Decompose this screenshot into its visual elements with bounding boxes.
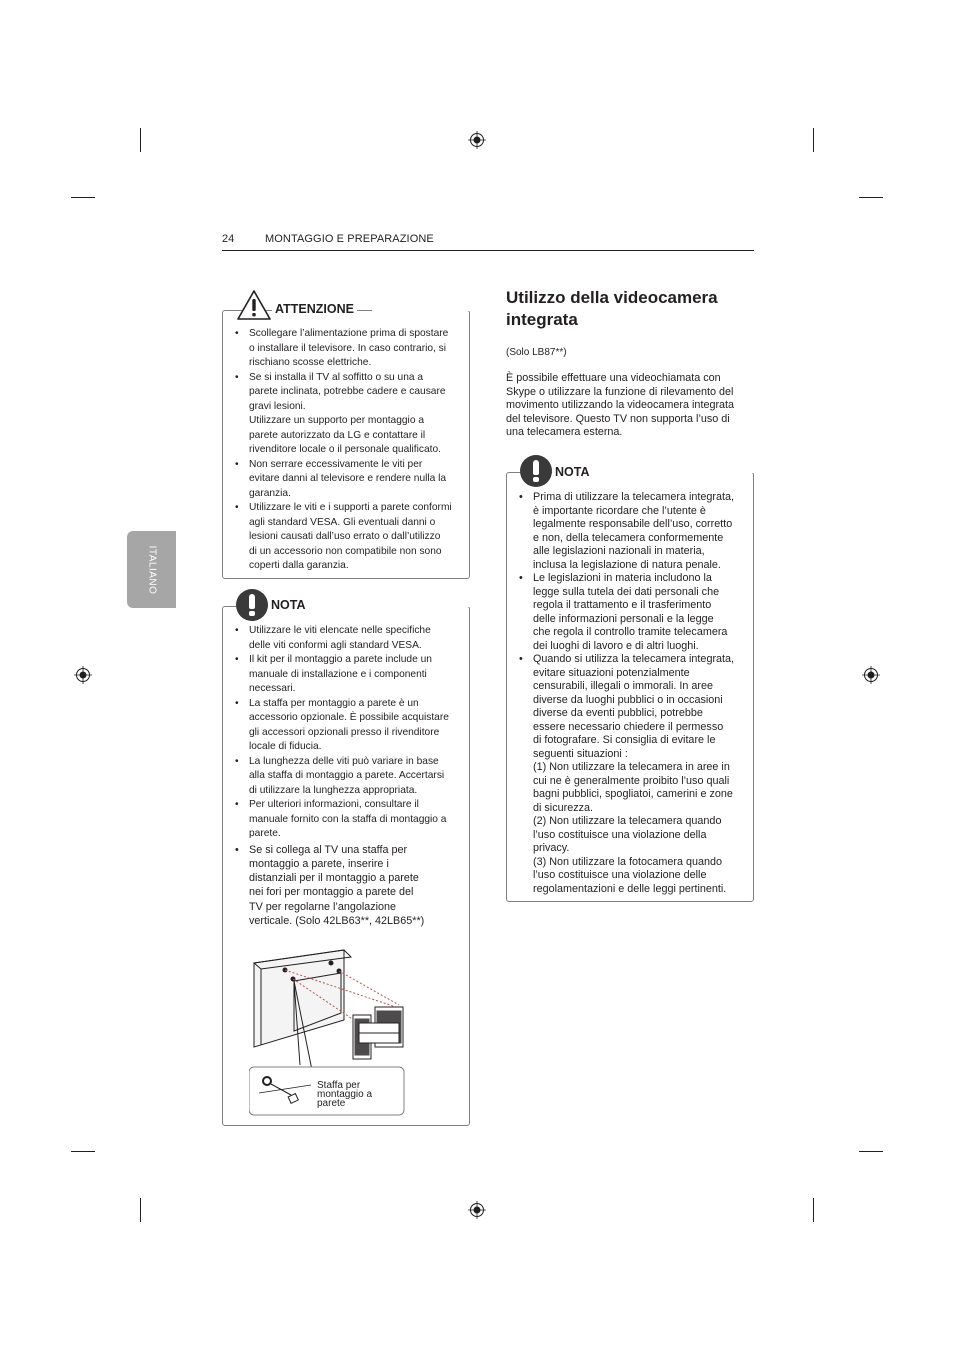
list-item: • Prima di utilizzare la telecamera integrata, è importante ricordare che l’utente è legalmente responsabile dell’uso, corretto e non, della telecamera conformemente alle legislazioni nazionali in materia, inclusa la legislazione di natura penale. [507, 491, 747, 572]
list-item: • Quando si utilizza la telecamera integrata, evitare situazioni potenzialmente censurabili, illegali o immorali. In aree diverse da luoghi pubblici o in occasioni diverse da eventi pubblici, potrebbe essere necessario chiedere il permesso di fotografare. Si consiglia di evitare le seguenti situazioni : (1) Non utilizzare la telecamera in aree in cui ne è generalmente proibito l’uso quali bagni pubblici, spogliatoi, camerini e zone di sicurezza. (2) Non utilizzare la telecamera quando l’uso costituisce una violazione della privacy. (3) Non utilizzare la fotocamera quando l’uso costituisce una violazione delle regolamentazioni e delle leggi pertinenti. [507, 653, 747, 896]
nota-left-list [223, 624, 463, 842]
crop-mark [140, 1198, 141, 1222]
crop-mark [859, 197, 883, 198]
language-tab [127, 531, 176, 608]
list-item: • Utilizzare le viti elencate nelle specifiche delle viti conformi agli standard VESA. [223, 624, 463, 653]
exclamation-circle-icon [236, 589, 268, 621]
crop-mark [813, 128, 814, 152]
attenzione-list [223, 327, 463, 574]
section-title: MONTAGGIO E PREPARAZIONE [265, 233, 434, 245]
exclamation-circle-icon [520, 455, 552, 487]
registration-mark-icon [74, 666, 92, 684]
crop-mark [71, 1151, 95, 1152]
crop-mark [859, 1151, 883, 1152]
section-heading: Utilizzo della videocamera integrata [506, 288, 718, 329]
list-item: • Se si collega al TV una staffa per montaggio a parete, inserire i distanziali per il montaggio a parete nei fori per montaggio a parete del TV per regolarne l’angolazione verticale. (Solo 42LB63**, 42LB65**) [223, 843, 463, 929]
attenzione-box [222, 310, 470, 579]
list-item: • Il kit per il montaggio a parete include un manuale di installazione e i componenti necessari. [223, 653, 463, 697]
list-item: • La staffa per montaggio a parete è un accessorio opzionale. È possibile acquistare gli accessori opzionali presso il rivenditore locale di fiducia. [223, 697, 463, 755]
warning-triangle-icon [236, 289, 272, 321]
figure-caption: Staffa per montaggio a parete [317, 1080, 373, 1109]
nota-left-list-large [223, 843, 463, 929]
page-number: 24 [222, 233, 235, 245]
attenzione-label: ATTENZIONE [272, 302, 357, 316]
nota-right-label: NOTA [552, 465, 593, 479]
list-item: • Utilizzare le viti e i supporti a parete conformi agli standard VESA. Gli eventuali danni o lesioni causati dall’uso errato o dall’utilizzo di un accessorio non compatibile non sono coperti dalla garanzia. [223, 501, 463, 574]
header-rule [222, 250, 754, 251]
crop-mark [140, 128, 141, 152]
language-tab-label: ITALIANO [146, 545, 157, 594]
intro-paragraph: È possibile effettuare una videochiamata con Skype o utilizzare la funzione di rilevamento del movimento utilizzando la videocamera integrata del televisore. Questo TV non supporta l’uso di una telecamera esterna. [506, 372, 735, 438]
list-item: • Scollegare l’alimentazione prima di spostare o installare il televisore. In caso contrario, si rischiano scosse elettriche. [223, 327, 463, 371]
nota-right-box [506, 472, 754, 902]
list-item: • Le legislazioni in materia includono la legge sulla tutela dei dati personali che regola il trattamento e il trasferimento delle informazioni personali e la legge che regola il controllo tramite telecamera dei luoghi di lavoro e di altri luoghi. [507, 572, 747, 653]
registration-mark-icon [862, 666, 880, 684]
model-note: (Solo LB87**) [506, 347, 567, 358]
crop-mark [813, 1198, 814, 1222]
list-item: • Non serrare eccessivamente le viti per evitare danni al televisore e rendere nulla la garanzia. [223, 458, 463, 502]
crop-mark [71, 197, 95, 198]
registration-mark-icon [468, 1201, 486, 1219]
list-item: • Per ulteriori informazioni, consultare il manuale fornito con la staffa di montaggio a parete. [223, 798, 463, 842]
registration-mark-icon [468, 131, 486, 149]
list-item: • La lunghezza delle viti può variare in base alla staffa di montaggio a parete. Accertarsi di utilizzare la lunghezza appropriata. [223, 755, 463, 799]
list-item: • Se si installa il TV al soffitto o su una a parete inclinata, potrebbe cadere e causare gravi lesioni. Utilizzare un supporto per montaggio a parete autorizzato da LG e contattare il rivenditore locale o il personale qualificato. [223, 371, 463, 458]
nota-right-list [507, 491, 747, 896]
nota-left-label: NOTA [268, 598, 309, 612]
